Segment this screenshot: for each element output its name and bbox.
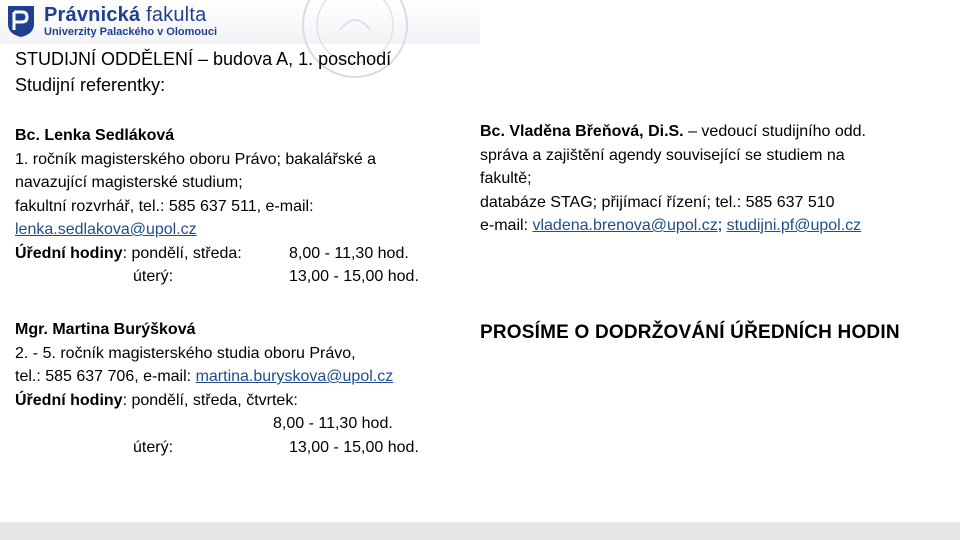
contact-role: – vedoucí studijního odd. — [683, 123, 866, 140]
contact-line: fakultní rozvrhář, tel.: 585 637 511, e-mail: — [15, 197, 314, 215]
contact-line: databáze STAG; přijímací řízení; tel.: 585 637 510 — [480, 193, 835, 211]
email-link[interactable]: lenka.sedlakova@upol.cz — [15, 221, 197, 238]
contact-brenova — [480, 120, 950, 238]
email-separator: ; — [717, 217, 723, 234]
office-hours-row — [15, 412, 465, 436]
faculty-name-bold: Právnická — [44, 4, 141, 26]
office-hours-time: 13,00 - 15,00 hod. — [289, 438, 419, 456]
contact-line: 1. ročník magisterského oboru Právo; bakalářské a — [15, 150, 377, 168]
office-hours-label: Úřední hodiny — [15, 391, 123, 409]
contact-buryskova — [15, 318, 465, 459]
office-hours-row — [15, 242, 465, 266]
office-hours-row — [15, 436, 465, 460]
page-title — [15, 46, 391, 98]
office-hours-days: úterý: — [133, 438, 174, 456]
office-hours-time: 13,00 - 15,00 hod. — [289, 268, 419, 285]
contact-line: 2. - 5. ročník magisterského studia oboru Právo, — [15, 344, 356, 362]
page-title-line2: Studijní referentky: — [15, 75, 166, 95]
office-hours-days: : pondělí, středa, čtvrtek: — [122, 391, 298, 409]
email-link[interactable]: vladena.brenova@upol.cz — [532, 217, 718, 234]
email-link[interactable]: studijni.pf@upol.cz — [726, 217, 862, 234]
faculty-name — [44, 4, 206, 27]
footer-bar — [0, 522, 960, 540]
contact-line: navazující magisterské studium; — [15, 174, 243, 191]
contact-line: fakultě; — [480, 170, 532, 187]
office-hours-label: Úřední hodiny — [15, 244, 123, 262]
office-hours-days: : pondělí, středa: — [122, 244, 242, 262]
office-hours-notice: PROSÍME O DODRŽOVÁNÍ ÚŘEDNÍCH HODIN — [480, 322, 900, 343]
email-link[interactable]: martina.buryskova@upol.cz — [195, 368, 394, 385]
faculty-name-light: fakulta — [146, 4, 207, 26]
contact-name: Bc. Vladěna Břeňová, Di.S. — [480, 123, 684, 140]
contact-line: správa a zajištění agendy související se studiem na — [480, 146, 845, 164]
faculty-logo — [6, 4, 36, 38]
contact-line: tel.: 585 637 706, e-mail: — [15, 368, 192, 385]
page-title-line1: STUDIJNÍ ODDĚLENÍ – budova A, 1. poschodí — [15, 49, 392, 69]
contact-name: Mgr. Martina Burýšková — [15, 321, 196, 338]
office-hours-row — [15, 265, 465, 289]
contact-sedlakova — [15, 124, 465, 289]
office-hours-days: úterý: — [133, 268, 174, 285]
university-name: Univerzity Palackého v Olomouci — [44, 26, 218, 38]
contact-name: Bc. Lenka Sedláková — [15, 127, 175, 144]
office-hours-time: 8,00 - 11,30 hod. — [273, 415, 393, 432]
email-prefix: e-mail: — [480, 217, 529, 234]
office-hours-time: 8,00 - 11,30 hod. — [289, 244, 409, 262]
